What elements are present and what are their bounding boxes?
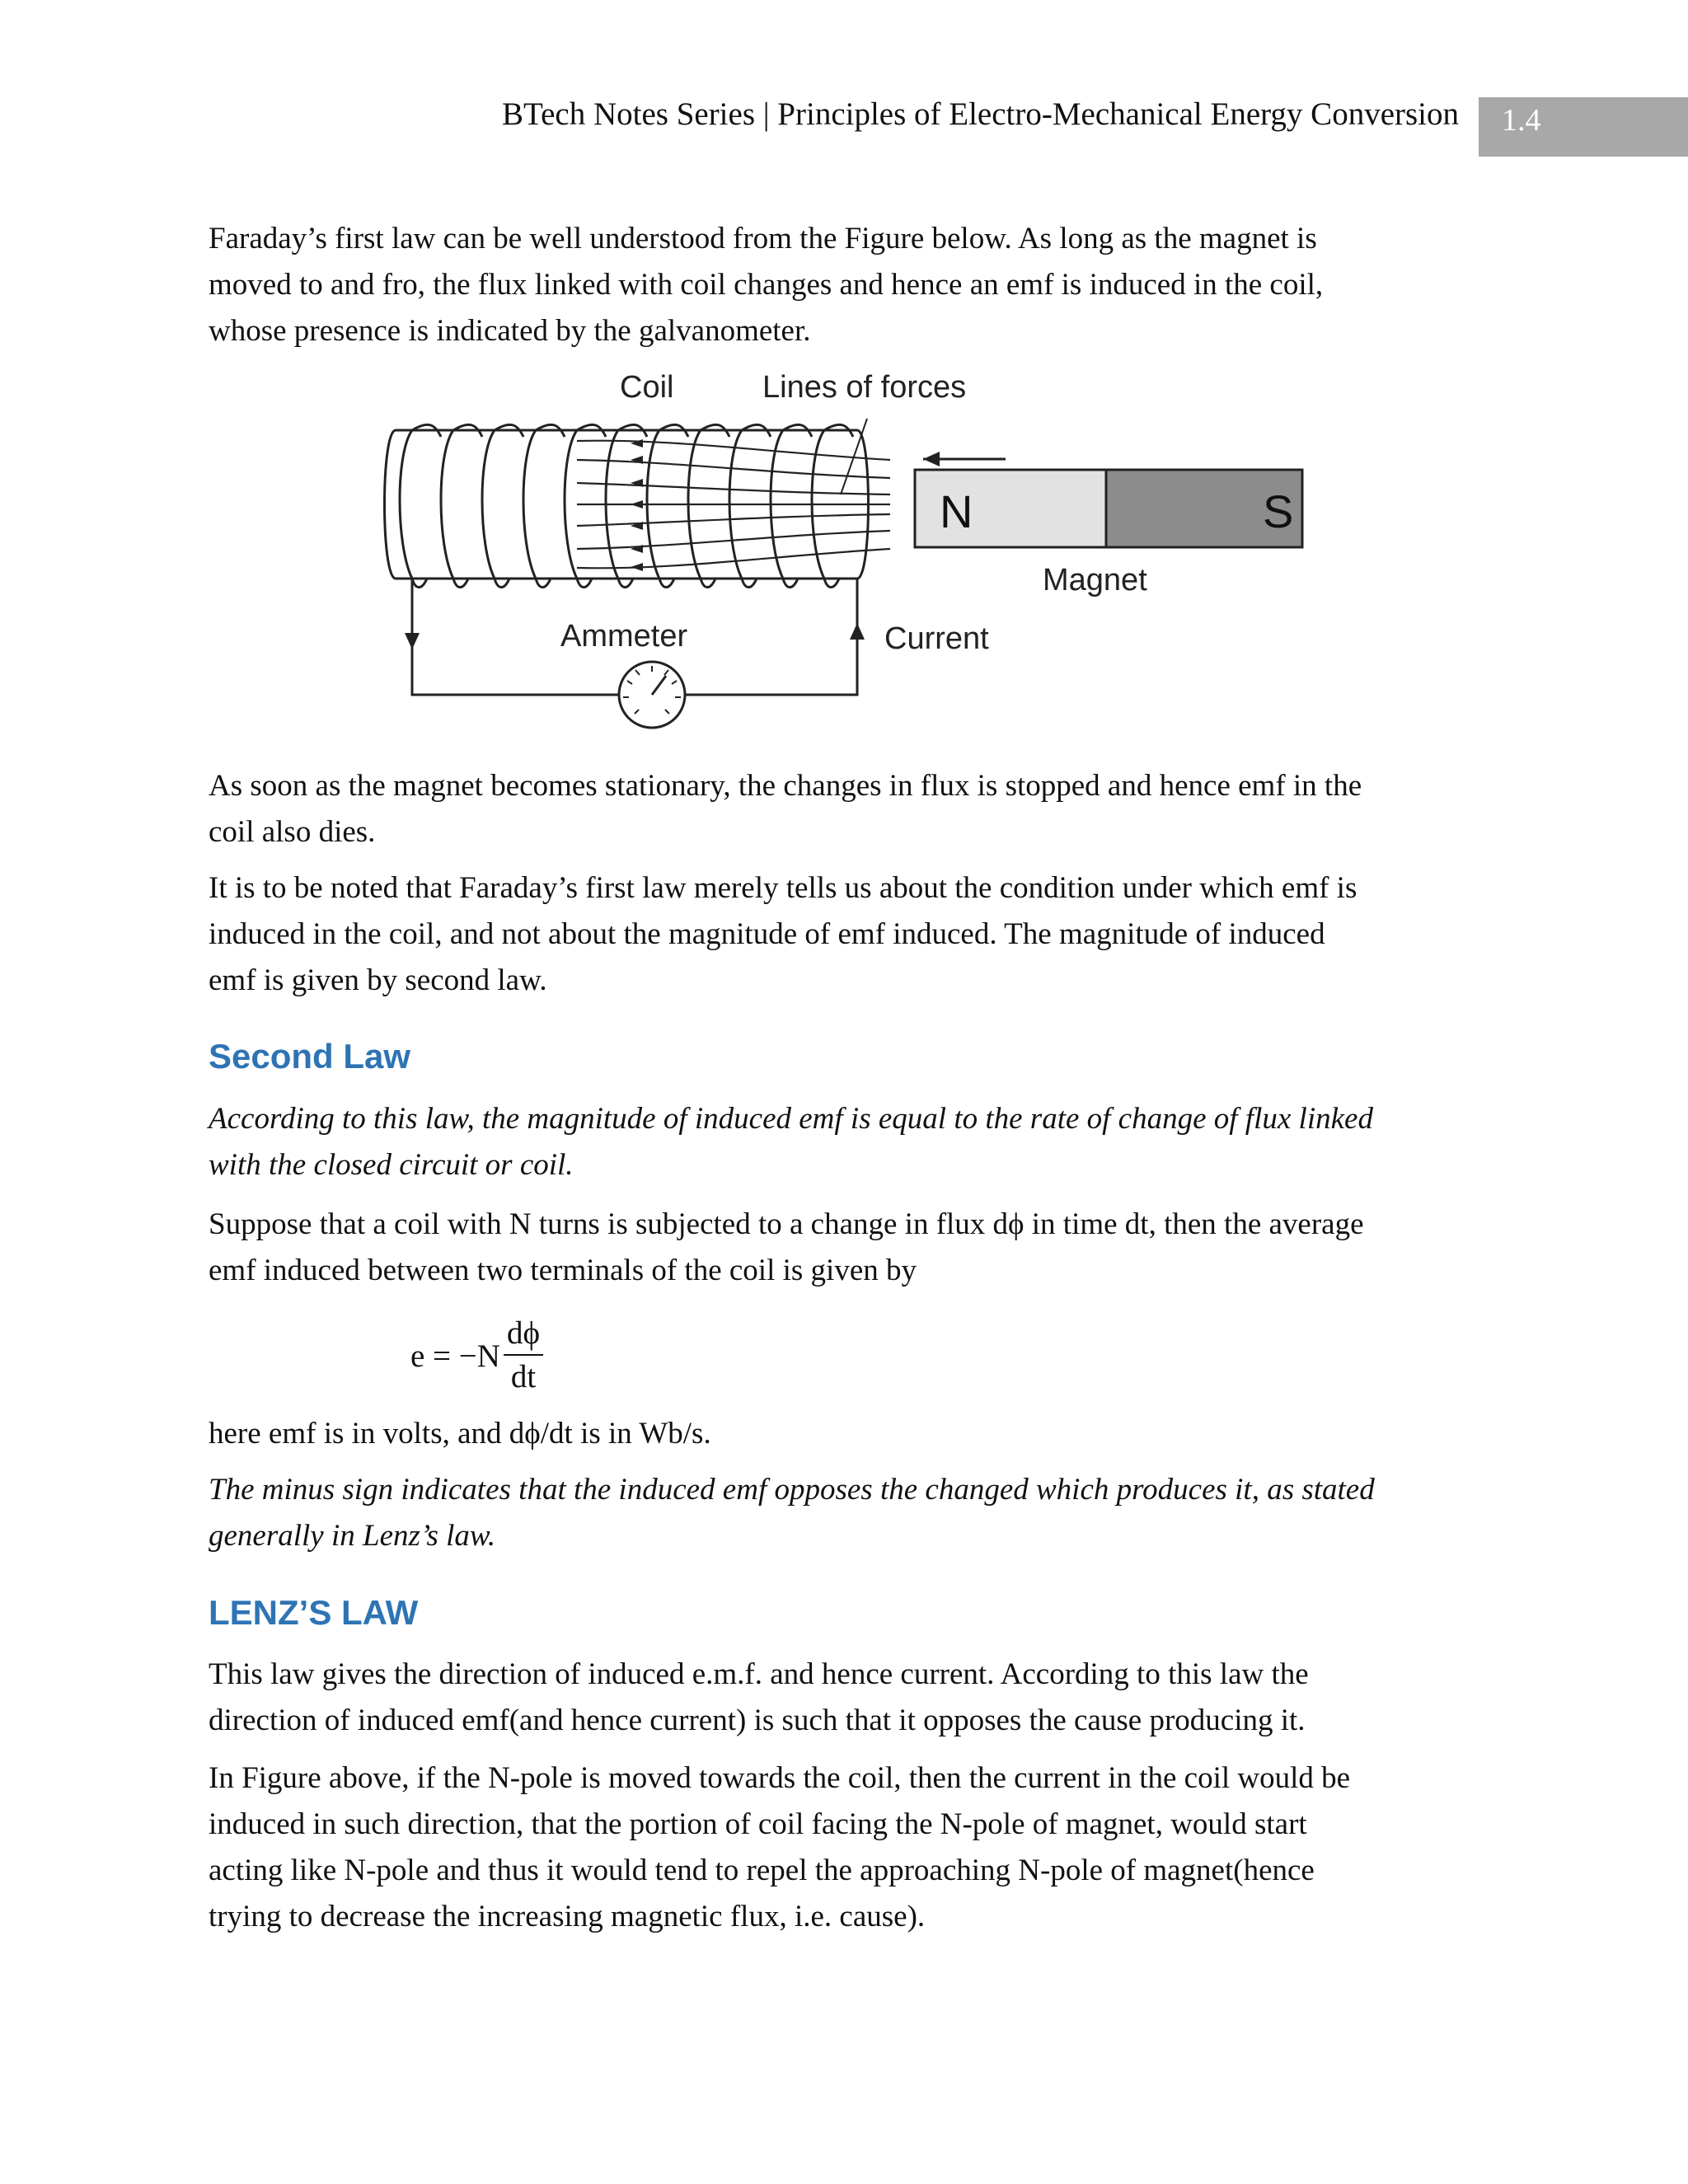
text-line: The minus sign indicates that the induced emf opposes the changed which produces it, as stated: [209, 1473, 1375, 1507]
text-line: induced in the coil, and not about the magnitude of emf induced. The magnitude of induced: [209, 917, 1325, 951]
second-law-statement: [209, 1096, 1494, 1188]
first-law-note-paragraph: [209, 865, 1494, 1004]
lenz-paragraph-1: [209, 1652, 1494, 1744]
units-line: here emf is in volts, and dϕ/dt is in Wb/s.: [209, 1417, 711, 1451]
current-label: Current: [884, 621, 989, 656]
coil-windings: [400, 424, 853, 587]
up-arrowhead: [850, 623, 865, 640]
s-pole-label: S: [1263, 485, 1294, 537]
n-pole-label: N: [940, 485, 973, 537]
text-line: acting like N-pole and thus it would tend to repel the approaching N-pole of magnet(hence: [209, 1854, 1315, 1887]
equation-lhs: e = −N: [410, 1338, 500, 1374]
page-number-badge: 1.4: [1479, 97, 1688, 157]
running-header: BTech Notes Series | Principles of Electro-Mechanical Energy Conversion: [501, 96, 1459, 132]
ammeter-icon: [619, 662, 685, 728]
equation-numerator: dϕ: [504, 1313, 543, 1356]
lenz-law-heading: LENZ’S LAW: [209, 1593, 419, 1632]
text-line: induced in such direction, that the portion of coil facing the N-pole of magnet, would start: [209, 1807, 1307, 1841]
second-law-heading: Second Law: [209, 1037, 411, 1076]
text-line: In Figure above, if the N-pole is moved towards the coil, then the current in the coil would be: [209, 1761, 1351, 1795]
text-line: Suppose that a coil with N turns is subjected to a change in flux dϕ in time dt, then the average: [209, 1207, 1364, 1241]
faraday-figure: [363, 363, 1319, 750]
text-line: This law gives the direction of induced e.m.f. and hence current. According to this law the: [209, 1657, 1309, 1691]
emf-equation: [410, 1310, 543, 1401]
magnet-label: Magnet: [1043, 563, 1147, 598]
text-line: whose presence is indicated by the galvanometer.: [209, 314, 811, 348]
lenz-paragraph-2: [209, 1755, 1494, 1940]
text-line: Faraday’s first law can be well understood from the Figure below. As long as the magnet is: [209, 222, 1317, 255]
lines-of-forces-label: Lines of forces: [762, 370, 967, 405]
down-arrowhead: [405, 633, 420, 649]
minus-sign-note: [209, 1467, 1494, 1559]
text-line: with the closed circuit or coil.: [209, 1148, 574, 1182]
text-line: emf induced between two terminals of the coil is given by: [209, 1254, 917, 1287]
motion-arrowhead: [923, 452, 940, 466]
intro-paragraph: [209, 216, 1494, 354]
text-line: It is to be noted that Faraday’s first law merely tells us about the condition under which emf is: [209, 871, 1357, 905]
text-line: trying to decrease the increasing magnetic flux, i.e. cause).: [209, 1900, 926, 1933]
text-line: emf is given by second law.: [209, 963, 547, 997]
stationary-paragraph: [209, 763, 1494, 855]
coil-label: Coil: [620, 370, 674, 405]
right-wire: [680, 579, 857, 695]
text-line: moved to and fro, the flux linked with coil changes and hence an emf is induced in the coil,: [209, 268, 1324, 302]
coil-left-end: [385, 430, 396, 579]
ammeter-label: Ammeter: [560, 619, 688, 654]
text-line: coil also dies.: [209, 815, 376, 849]
equation-denominator: dt: [510, 1359, 537, 1394]
text-line: According to this law, the magnitude of induced emf is equal to the rate of change of flux linked: [209, 1102, 1373, 1136]
text-line: As soon as the magnet becomes stationary, the changes in flux is stopped and hence emf in the: [209, 769, 1362, 803]
suppose-paragraph: [209, 1202, 1494, 1294]
equation-fraction: [504, 1313, 543, 1399]
text-line: generally in Lenz’s law.: [209, 1519, 496, 1553]
text-line: direction of induced emf(and hence current) is such that it opposes the cause producing it.: [209, 1704, 1306, 1737]
